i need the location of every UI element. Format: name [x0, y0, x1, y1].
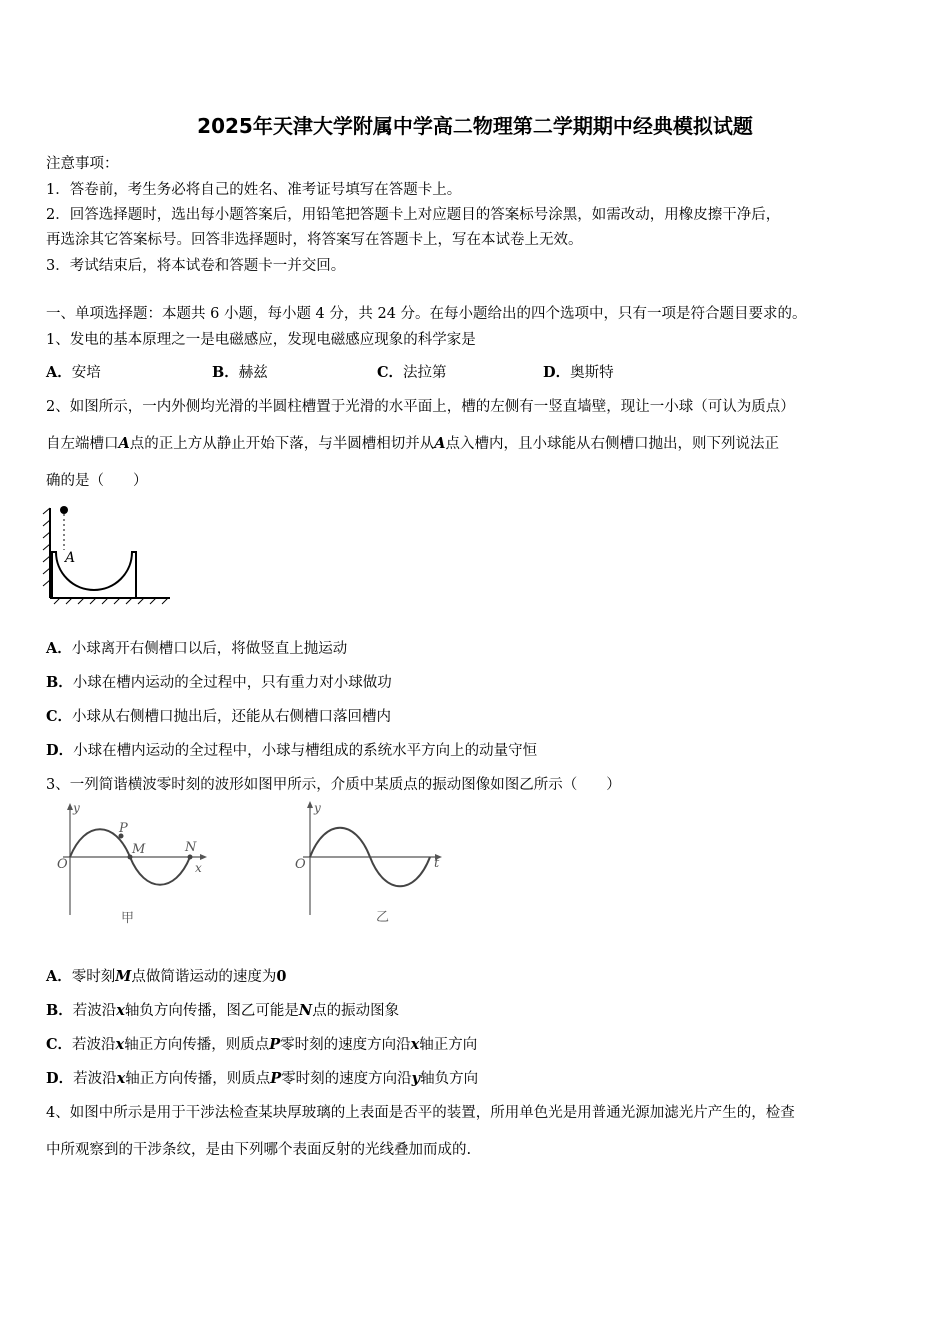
notice-item-2-cont: 再选涂其它答案标号。回答非选择题时，将答案写在答题卡上，写在本试卷上无效。: [46, 232, 583, 248]
section-heading: 一、单项选择题：本题共 6 小题，每小题 4 分，共 24 分。在每小题给出的四个选项中，只有一项是符合题目要求的。: [46, 306, 807, 322]
q4-stem-1: 4、如图中所示是用于干涉法检查某块厚玻璃的上表面是否平的装置，所用单色光是用普通光源加滤光片产生的，检查: [46, 1105, 795, 1121]
notice-item-2: 2．回答选择题时，选出每小题答案后，用铅笔把答题卡上对应题目的答案标号涂黑，如需改动，用橡皮擦干净后，: [46, 207, 781, 223]
q1-option-d: D．奥斯特: [543, 364, 614, 381]
q3-option-c: C．若波沿x轴正方向传播，则质点P零时刻的速度方向沿x轴正方向: [46, 1036, 478, 1053]
p-label: P: [119, 821, 128, 836]
q4-stem-2: 中所观察到的干涉条纹，是由下列哪个表面反射的光线叠加而成的.: [46, 1142, 472, 1158]
notice-item-3: 3．考试结束后，将本试卷和答题卡一并交回。: [46, 258, 346, 274]
q2-figure-trough: [40, 500, 180, 610]
q2-stem-2: 自左端槽口A点的正上方从静止开始下落，与半圆槽相切并从A点入槽内，且小球能从右侧槽口抛出，则下列说法正: [46, 435, 780, 452]
q1-option-c: C．法拉第: [377, 364, 447, 381]
q2-stem-1: 2、如图所示，一内外侧均光滑的半圆柱槽置于光滑的水平面上，槽的左侧有一竖直墙壁，现让一小球（可认为质点）: [46, 399, 795, 415]
q2-option-c: C．小球从右侧槽口抛出后，还能从右侧槽口落回槽内: [46, 708, 392, 725]
fig2-caption: 乙: [376, 910, 390, 925]
y-label: y: [314, 801, 321, 815]
q3-stem: 3、一列简谐横波零时刻的波形如图甲所示，介质中某质点的振动图像如图乙所示（ ）: [46, 777, 621, 793]
page-title: 2025年天津大学附属中学高二物理第二学期期中经典模拟试题: [197, 114, 753, 138]
x-arrow: [200, 854, 207, 860]
notice-item-1: 1．答卷前，考生务必将自己的姓名、准考证号填写在答题卡上。: [46, 182, 462, 198]
y-arrow: [307, 801, 313, 808]
point-a-label: A: [65, 550, 76, 566]
q2-option-a: A．小球离开右侧槽口以后，将做竖直上抛运动: [46, 640, 348, 657]
origin-label: O: [295, 857, 306, 872]
q2-stem-3: 确的是（ ）: [46, 473, 148, 489]
q1-stem: 1、发电的基本原理之一是电磁感应，发现电磁感应现象的科学家是: [46, 332, 476, 348]
q3-option-d: D．若波沿x轴正方向传播，则质点P零时刻的速度方向沿y轴负方向: [46, 1070, 479, 1087]
point-n: [188, 855, 193, 860]
q2-option-d: D．小球在槽内运动的全过程中，小球与槽组成的系统水平方向上的动量守恒: [46, 742, 538, 759]
notice-heading: 注意事项：: [46, 156, 119, 172]
origin-label: O: [57, 857, 68, 872]
x-label: x: [195, 861, 202, 875]
q3-figure-vibration: [290, 798, 450, 928]
fig1-caption: 甲: [121, 911, 135, 926]
q3-figure-wave: [55, 800, 215, 930]
q3-option-b: B．若波沿x轴负方向传播，图乙可能是N点的振动图象: [46, 1002, 400, 1019]
n-label: N: [185, 840, 197, 855]
t-label: t: [434, 856, 440, 871]
wall-hatch: [43, 508, 50, 586]
q1-option-b: B．赫兹: [212, 364, 268, 381]
q1-option-a: A．安培: [46, 364, 101, 381]
q2-option-b: B．小球在槽内运动的全过程中，只有重力对小球做功: [46, 674, 392, 691]
q3-option-a: A．零时刻M点做简谐运动的速度为0: [46, 968, 287, 985]
y-label: y: [73, 801, 80, 815]
ball: [60, 506, 68, 514]
m-label: M: [132, 842, 146, 857]
